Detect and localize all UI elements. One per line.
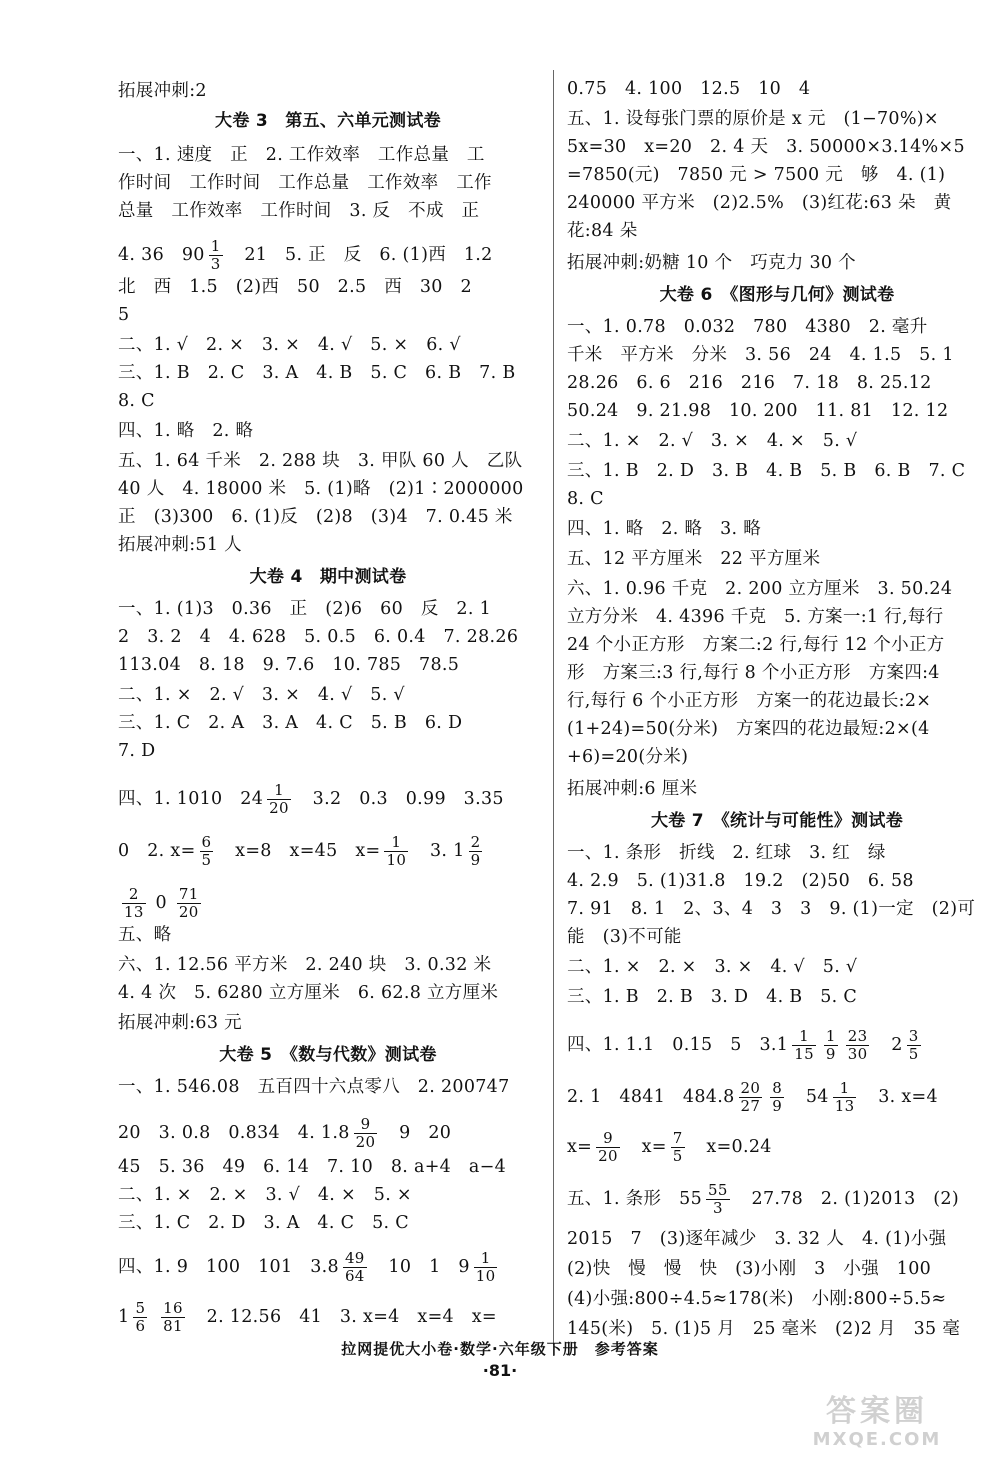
answer-text: 21 5. 正 反 6. (1)西 1.2 (226, 245, 493, 265)
footer-title: 拉网提优大小卷·数学·六年级下册 参考答案 (341, 1340, 659, 1358)
answer-text: 2015 7 (3)逐年减少 3. 32 人 4. (1)小强 (567, 1229, 947, 1249)
answer-text: 大卷 6 《图形与几何》测试卷 (659, 285, 895, 305)
answer-text: 五、12 平方厘米 22 平方厘米 (567, 549, 821, 569)
answer-text: 形 方案三:3 行,每行 8 个小正方形 方案四:4 (567, 663, 940, 683)
answer-line (567, 1228, 946, 1250)
answer-text: (4)小强:800÷4.5≈178(米) 小刚:800÷5.5≈ (567, 1289, 947, 1309)
answer-text: 三、1. B 2. D 3. B 4. B 5. B 6. B 7. C (567, 461, 966, 481)
answer-text: 7. 91 8. 1 2、3、4 3 3 9. (1)一定 (2)可 (567, 899, 976, 919)
answer-text: 28.26 6. 6 216 216 7. 18 8. 25.12 (567, 373, 932, 393)
fraction-numerator: 49 (344, 1249, 365, 1267)
answer-text: 三、1. C 2. A 3. A 4. C 5. B 6. D (118, 713, 463, 733)
answer-text: 2 (873, 1035, 903, 1055)
answer-line (118, 276, 472, 298)
fraction-denominator: 5 (201, 851, 212, 869)
answer-text: 50.24 9. 21.98 10. 200 11. 81 12. 12 (567, 401, 949, 421)
answer-line (567, 1288, 946, 1310)
answer-line (567, 1130, 772, 1165)
fraction (846, 1028, 870, 1063)
answer-line (567, 78, 810, 100)
answer-text: 4. 2.9 5. (1)31.8 19.2 (2)50 6. 58 (567, 871, 914, 891)
answer-line (567, 606, 943, 628)
answer-line (567, 634, 944, 656)
answer-text: 四、1. 略 2. 略 3. 略 (567, 519, 762, 539)
answer-line (118, 304, 129, 326)
section-title (118, 566, 538, 588)
fraction-denominator: 15 (794, 1045, 814, 1063)
answer-text: (1+24)=50(分米) 方案四的花边最短:2×(4 (567, 719, 930, 739)
answer-text: 三、1. B 2. C 3. A 4. B 5. C 6. B 7. B (118, 363, 516, 383)
answer-text: 一、1. 0.78 0.032 780 4380 2. 毫升 (567, 317, 928, 337)
fraction-numerator: 16 (163, 1299, 183, 1317)
answer-line (567, 778, 697, 800)
fraction-denominator: 13 (834, 1097, 855, 1115)
answer-text: 9 20 (381, 1123, 452, 1143)
answer-text: 24 个小正方形 方案二:2 行,每行 12 个小正方 (567, 635, 945, 655)
answer-text: 45 5. 36 49 6. 14 7. 10 8. a+4 a−4 (118, 1157, 507, 1177)
answer-line (567, 870, 914, 892)
answer-text: 五、1. 64 千米 2. 288 块 3. 甲队 60 人 乙队 (118, 451, 523, 471)
answer-line (118, 712, 462, 734)
answer-text: 2 3. 2 4 4. 628 5. 0.5 6. 0.4 7. 28.26 (118, 627, 519, 647)
answer-line (567, 548, 820, 570)
fraction-numerator: 1 (825, 1027, 836, 1045)
answer-text: 1 (118, 1307, 130, 1327)
answer-line (118, 924, 171, 946)
answer-line (567, 1258, 931, 1280)
answer-text: 4. 4 次 5. 6280 立方厘米 6. 62.8 立方厘米 (118, 983, 499, 1003)
fraction-numerator: 2 (470, 833, 481, 851)
answer-line (118, 1156, 506, 1178)
answer-line (567, 842, 886, 864)
answer-text (151, 1307, 157, 1327)
fraction-denominator: 5 (672, 1147, 683, 1165)
answer-text: 四、1. 9 100 101 3.8 (118, 1257, 339, 1277)
answer-text: 0.75 4. 100 12.5 10 4 (567, 79, 811, 99)
fraction-denominator: 20 (269, 799, 289, 817)
answer-text: 8. C (567, 489, 604, 509)
answer-text: 五、1. 设每张门票的原价是 x 元 (1−70%)× (567, 109, 939, 129)
answer-text: 北 西 1.5 (2)西 50 2.5 西 30 2 (118, 277, 472, 297)
answer-text: 四、1. 1.1 0.15 5 3.1 (567, 1035, 789, 1055)
answer-text: 能 (3)不可能 (567, 927, 682, 947)
fraction-numerator: 1 (792, 1028, 816, 1046)
answer-text: 54 (788, 1087, 829, 1107)
fraction (907, 1028, 921, 1063)
answer-line (118, 740, 156, 762)
answer-text: 拓展冲刺:2 (118, 81, 207, 101)
fraction-numerator: 7 (672, 1129, 683, 1147)
answer-text: +6)=20(分米) (567, 747, 689, 767)
answer-line (567, 926, 682, 948)
fraction-denominator: 10 (475, 1267, 496, 1285)
fraction (706, 1182, 730, 1217)
answer-line (567, 460, 965, 482)
answer-line (567, 316, 928, 338)
answer-text: 0 (149, 893, 173, 913)
answer-line (567, 136, 965, 158)
answer-line (118, 390, 155, 412)
fraction (469, 834, 483, 869)
answer-line (118, 598, 491, 620)
answer-text: 拓展冲刺:51 人 (118, 535, 242, 555)
answer-text: 拓展冲刺:63 元 (118, 1013, 242, 1033)
answer-text: 3. 1 (412, 841, 465, 861)
fraction-numerator: 3 (908, 1027, 919, 1045)
fraction-denominator: 20 (178, 903, 199, 921)
answer-text: 二、1. × 2. × 3. √ 4. × 5. × (118, 1185, 412, 1205)
answer-line (567, 488, 604, 510)
answer-text: 作时间 工作时间 工作总量 工作效率 工作 (118, 173, 492, 193)
fraction (161, 1300, 185, 1335)
fraction-denominator: 3 (210, 255, 221, 273)
answer-line (118, 478, 524, 500)
answer-line (567, 898, 975, 920)
answer-text: 大卷 4 期中测试卷 (249, 567, 407, 587)
answer-text: 3.2 0.3 0.99 3.35 (294, 789, 504, 809)
answer-line (118, 1116, 451, 1151)
fraction-denominator: 9 (470, 851, 481, 869)
answer-line (118, 420, 253, 442)
fraction-numerator: 5 (135, 1299, 146, 1317)
answer-text: x= (567, 1137, 593, 1157)
answer-text: 五、略 (118, 925, 172, 945)
fraction-denominator: 10 (386, 851, 407, 869)
fraction-numerator: 2 (122, 886, 146, 904)
answer-text: 大卷 5 《数与代数》测试卷 (219, 1045, 437, 1065)
answer-text: 5 (118, 305, 130, 325)
answer-text: 五、1. 条形 55 (567, 1189, 703, 1209)
answer-line (567, 662, 940, 684)
answer-text: 千米 平方米 分米 3. 56 24 4. 1.5 5. 1 (567, 345, 954, 365)
answer-line (118, 1300, 497, 1335)
section-title (567, 284, 987, 306)
answer-line (567, 1080, 938, 1115)
page-number: ·81· (482, 1361, 518, 1380)
fraction-numerator: 1 (210, 237, 221, 255)
answer-line (567, 746, 688, 768)
answer-line (118, 1012, 242, 1034)
answer-text: 三、1. C 2. D 3. A 4. C 5. C (118, 1213, 409, 1233)
answer-text: 4. 36 90 (118, 245, 205, 265)
answer-text: 二、1. √ 2. × 3. × 4. √ 5. × 6. √ (118, 335, 461, 355)
fraction-numerator: 1 (474, 1250, 498, 1268)
answer-text: 113.04 8. 18 9. 7.6 10. 785 78.5 (118, 655, 460, 675)
section-title (118, 1044, 538, 1066)
answer-line (567, 372, 932, 394)
fraction-numerator: 8 (772, 1079, 783, 1097)
watermark-url: MXQE.COM (812, 1429, 942, 1450)
answer-line (118, 450, 522, 472)
answer-line (118, 886, 205, 921)
answer-line (118, 684, 405, 706)
answer-text: 三、1. B 2. B 3. D 4. B 5. C (567, 987, 858, 1007)
fraction (474, 1250, 498, 1285)
answer-line (118, 172, 492, 194)
answer-text: x=8 x=45 x= (217, 841, 381, 861)
fraction (671, 1130, 685, 1165)
answer-line (567, 518, 761, 540)
answer-text: 一、1. 速度 正 2. 工作效率 工作总量 工 (118, 145, 485, 165)
fraction (177, 886, 201, 921)
answer-text: 六、1. 0.96 千克 2. 200 立方厘米 3. 50.24 (567, 579, 953, 599)
section-title (567, 810, 987, 832)
answer-text: 拓展冲刺:奶糖 10 个 巧克力 30 个 (567, 253, 856, 273)
answer-line (567, 252, 856, 274)
fraction-denominator: 9 (772, 1097, 783, 1115)
fraction (739, 1080, 763, 1115)
fraction (792, 1028, 816, 1063)
fraction-denominator: 3 (712, 1199, 723, 1217)
answer-text: 145(米) 5. (1)5 月 25 毫米 (2)2 月 35 毫 (567, 1319, 961, 1339)
answer-text: =7850(元) 7850 元 > 7500 元 够 4. (1) (567, 165, 946, 185)
fraction-denominator: 9 (825, 1045, 836, 1063)
fraction-denominator: 64 (344, 1267, 365, 1285)
answer-text: 2. 1 4841 484.8 (567, 1087, 735, 1107)
fraction-numerator: 71 (178, 885, 199, 903)
answer-text: 2. 12.56 41 3. x=4 x=4 x= (188, 1307, 497, 1327)
answer-line (567, 986, 857, 1008)
answer-text: 一、1. 条形 折线 2. 红球 3. 红 绿 (567, 843, 886, 863)
fraction-numerator: 20 (740, 1079, 761, 1097)
answer-line (118, 238, 493, 273)
answer-line (118, 982, 498, 1004)
fraction-numerator: 23 (847, 1027, 868, 1045)
site-watermark-logo (772, 1395, 982, 1457)
answer-text: 一、1. 546.08 五百四十六点零八 2. 200747 (118, 1077, 510, 1097)
answer-line (567, 164, 945, 186)
answer-text: 大卷 3 第五、六单元测试卷 (215, 111, 441, 131)
fraction-denominator: 30 (847, 1045, 868, 1063)
fraction-numerator: 1 (384, 834, 408, 852)
answer-line (118, 80, 207, 102)
answer-text: 二、1. × 2. × 3. × 4. √ 5. √ (567, 957, 858, 977)
answer-text: 10 1 9 (370, 1257, 470, 1277)
answer-line (567, 1182, 959, 1217)
answer-text: 大卷 7 《统计与可能性》测试卷 (650, 811, 904, 831)
answer-text: 40 人 4. 18000 米 5. (1)略 (2)1∶2000000 (118, 479, 524, 499)
fraction-denominator: 6 (135, 1317, 146, 1335)
answer-line (567, 400, 948, 422)
fraction-denominator: 27 (740, 1097, 761, 1115)
answer-line (567, 108, 939, 130)
fraction-denominator: 5 (908, 1045, 919, 1063)
answer-text: 二、1. × 2. √ 3. × 4. × 5. √ (567, 431, 858, 451)
answer-line (567, 578, 952, 600)
answer-line (118, 954, 491, 976)
section-title (118, 110, 538, 132)
answer-line (118, 200, 479, 222)
fraction (122, 886, 146, 921)
answer-line (118, 1212, 409, 1234)
fraction-denominator: 13 (124, 903, 144, 921)
fraction (354, 1116, 378, 1151)
answer-text: 行,每行 6 个小正方形 方案一的花边最长:2× (567, 691, 932, 711)
fraction-denominator: 20 (355, 1133, 376, 1151)
answer-line (118, 834, 486, 869)
fraction-denominator: 81 (163, 1317, 183, 1335)
fraction-denominator: 20 (598, 1147, 618, 1165)
answer-line (567, 192, 951, 214)
answer-line (567, 344, 954, 366)
answer-text: 二、1. × 2. √ 3. × 4. √ 5. √ (118, 685, 405, 705)
page-footer (0, 1338, 1000, 1380)
answer-text: 四、1. 略 2. 略 (118, 421, 254, 441)
answer-text: 3. x=4 (860, 1087, 938, 1107)
answer-line (567, 1028, 925, 1063)
answer-text: 20 3. 0.8 0.834 4. 1.8 (118, 1123, 350, 1143)
answer-line (567, 690, 931, 712)
answer-text: 7. D (118, 741, 156, 761)
answer-line (567, 1318, 960, 1340)
answer-text: 总量 工作效率 工作时间 3. 反 不成 正 (118, 201, 480, 221)
answer-line (118, 1184, 412, 1206)
answer-line (118, 654, 459, 676)
answer-line (567, 956, 857, 978)
fraction (200, 834, 214, 869)
fraction-numerator: 6 (201, 833, 212, 851)
fraction (596, 1130, 620, 1165)
answer-text: x=0.24 (688, 1137, 772, 1157)
answer-line (118, 626, 518, 648)
answer-text: 240000 平方米 (2)2.5% (3)红花:63 朵 黄 (567, 193, 952, 213)
fraction (833, 1080, 857, 1115)
answer-text: 立方分米 4. 4396 千克 5. 方案一:1 行,每行 (567, 607, 944, 627)
answer-line (118, 1250, 501, 1285)
answer-line (567, 220, 638, 242)
answer-line (118, 782, 504, 817)
answer-text: 27.78 2. (1)2013 (2) (733, 1189, 959, 1209)
fraction (824, 1028, 838, 1063)
fraction-numerator: 9 (596, 1130, 620, 1148)
answer-text: 8. C (118, 391, 155, 411)
fraction (267, 782, 291, 817)
watermark-text: 答案圈 (826, 1394, 928, 1429)
answer-text: 0 2. x= (118, 841, 196, 861)
answer-line (118, 362, 515, 384)
answer-line (118, 1076, 510, 1098)
fraction-numerator: 1 (267, 782, 291, 800)
answer-line (118, 144, 485, 166)
answer-text: 5x=30 x=20 2. 4 天 3. 50000×3.14%×5 (567, 137, 965, 157)
fraction-numerator: 55 (708, 1181, 728, 1199)
answer-line (118, 534, 242, 556)
answer-text: 六、1. 12.56 平方米 2. 240 块 3. 0.32 米 (118, 955, 492, 975)
answer-text: (2)快 慢 慢 快 (3)小刚 3 小强 100 (567, 1259, 932, 1279)
fraction (133, 1300, 147, 1335)
answer-line (567, 718, 930, 740)
fraction (770, 1080, 784, 1115)
answer-text: 正 (3)300 6. (1)反 (2)8 (3)4 7. 0.45 米 (118, 507, 513, 527)
answer-text: 拓展冲刺:6 厘米 (567, 779, 698, 799)
answer-text: 四、1. 1010 24 (118, 789, 264, 809)
answer-line (567, 430, 857, 452)
answer-line (118, 334, 461, 356)
answer-line (118, 506, 513, 528)
fraction (209, 238, 223, 273)
answer-text: x= (623, 1137, 667, 1157)
fraction-numerator: 1 (833, 1080, 857, 1098)
fraction (384, 834, 408, 869)
answer-text: 一、1. (1)3 0.36 正 (2)6 60 反 2. 1 (118, 599, 492, 619)
column-divider (553, 70, 554, 1345)
fraction-numerator: 9 (354, 1116, 378, 1134)
fraction (343, 1250, 367, 1285)
answer-text: 花:84 朵 (567, 221, 638, 241)
